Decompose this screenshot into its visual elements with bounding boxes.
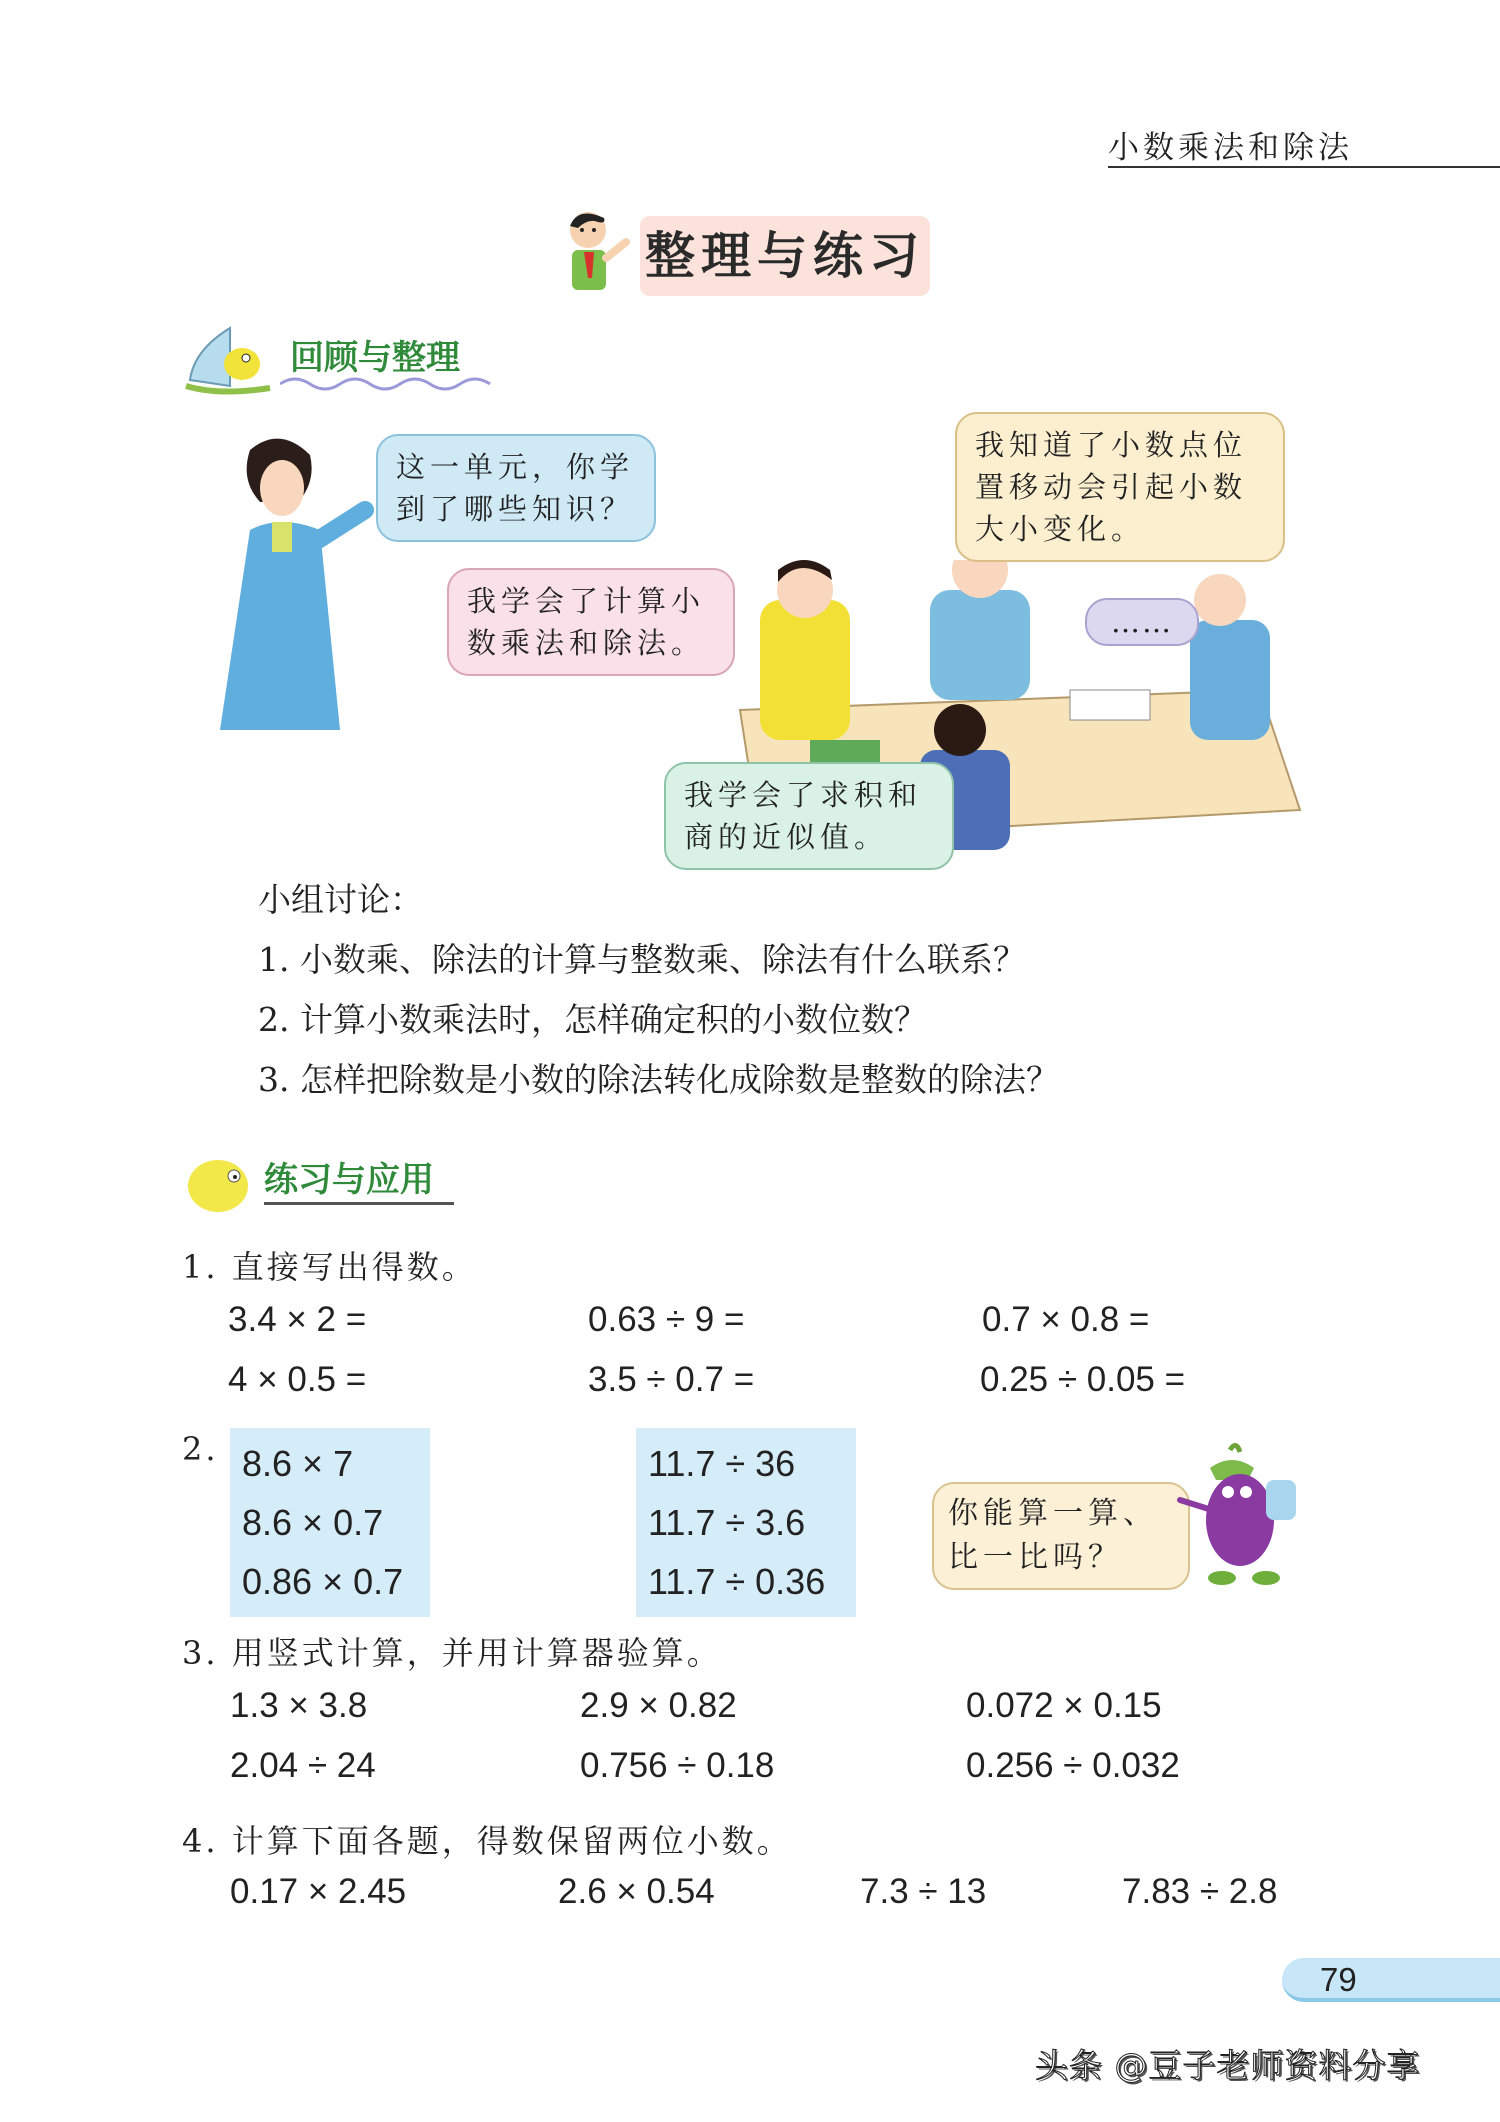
page-number: 79 <box>1282 1958 1500 2002</box>
q3-prompt: 3. 用竖式计算，并用计算器验算。 <box>182 1634 722 1672</box>
q3-expression: 1.3 × 3.8 <box>230 1686 368 1725</box>
chick-sailboat-icon <box>180 320 280 400</box>
girl-speech-bubble: …… <box>1085 598 1199 646</box>
q3-expression: 0.256 ÷ 0.032 <box>966 1746 1180 1785</box>
q3-expression: 2.04 ÷ 24 <box>230 1746 376 1785</box>
q2-expression: 11.7 ÷ 3.6 <box>648 1502 806 1543</box>
page-title: 整理与练习 <box>640 216 930 296</box>
running-head: 小数乘法和除法 <box>1108 122 1500 168</box>
q3-expression: 2.9 × 0.82 <box>580 1686 737 1725</box>
discussion-item: 2. 计算小数乘法时，怎样确定积的小数位数？ <box>258 1000 927 1039</box>
discussion-item: 1. 小数乘、除法的计算与整数乘、除法有什么联系？ <box>258 940 1026 979</box>
header-underline <box>264 1202 454 1205</box>
q1-expression: 0.7 × 0.8 = <box>982 1300 1150 1339</box>
q1-expression: 3.5 ÷ 0.7 = <box>588 1360 755 1399</box>
q1-prompt: 1. 直接写出得数。 <box>182 1248 477 1286</box>
q1-expression: 0.63 ÷ 9 = <box>588 1300 745 1339</box>
eggplant-speech-bubble: 你能算一算、比一比吗？ <box>932 1482 1190 1590</box>
section-practice-header <box>180 1140 460 1220</box>
wave-decoration-icon <box>280 374 500 394</box>
q2-group-a <box>230 1428 430 1617</box>
q4-expression: 7.83 ÷ 2.8 <box>1122 1872 1278 1911</box>
boy-glasses-speech-bubble: 我学会了计算小数乘法和除法。 <box>447 568 735 676</box>
q1-expression: 0.25 ÷ 0.05 = <box>980 1360 1186 1399</box>
section-practice-title: 练习与应用 <box>264 1160 434 1200</box>
q2-number: 2. <box>182 1430 219 1468</box>
section-review-title: 回顾与整理 <box>290 338 460 378</box>
discussion-item: 3. 怎样把除数是小数的除法转化成除数是整数的除法？ <box>258 1060 1059 1099</box>
q4-expression: 0.17 × 2.45 <box>230 1872 407 1911</box>
teacher-speech-bubble: 这一单元，你学到了哪些知识？ <box>376 434 656 542</box>
q2-expression: 0.86 × 0.7 <box>242 1561 404 1602</box>
section-review-header <box>180 320 500 400</box>
group-discussion <box>258 870 1059 1110</box>
q3-expression: 0.756 ÷ 0.18 <box>580 1746 775 1785</box>
q2-expression: 11.7 ÷ 36 <box>648 1443 796 1484</box>
boy-back-speech-bubble: 我学会了求积和商的近似值。 <box>664 762 954 870</box>
discussion-label: 小组讨论： <box>258 880 423 919</box>
q2-expression: 11.7 ÷ 0.36 <box>648 1561 826 1602</box>
watermark: 头条 @豆子老师资料分享 <box>1035 2046 1421 2085</box>
q4-expression: 2.6 × 0.54 <box>558 1872 715 1911</box>
teacher-illustration-icon <box>190 430 380 760</box>
q4-prompt: 4. 计算下面各题，得数保留两位小数。 <box>182 1822 792 1860</box>
boy-standing-speech-bubble: 我知道了小数点位置移动会引起小数大小变化。 <box>955 412 1285 562</box>
q2-expression: 8.6 × 0.7 <box>242 1502 384 1543</box>
chick-icon <box>180 1148 260 1218</box>
boy-mascot-icon <box>548 204 638 300</box>
q2-group-b <box>636 1428 856 1617</box>
q3-expression: 0.072 × 0.15 <box>966 1686 1162 1725</box>
q2-expression: 8.6 × 7 <box>242 1443 354 1484</box>
q1-expression: 4 × 0.5 = <box>228 1360 367 1399</box>
eggplant-mascot-icon <box>1170 1440 1310 1590</box>
q4-expression: 7.3 ÷ 13 <box>860 1872 987 1911</box>
q1-expression: 3.4 × 2 = <box>228 1300 367 1339</box>
